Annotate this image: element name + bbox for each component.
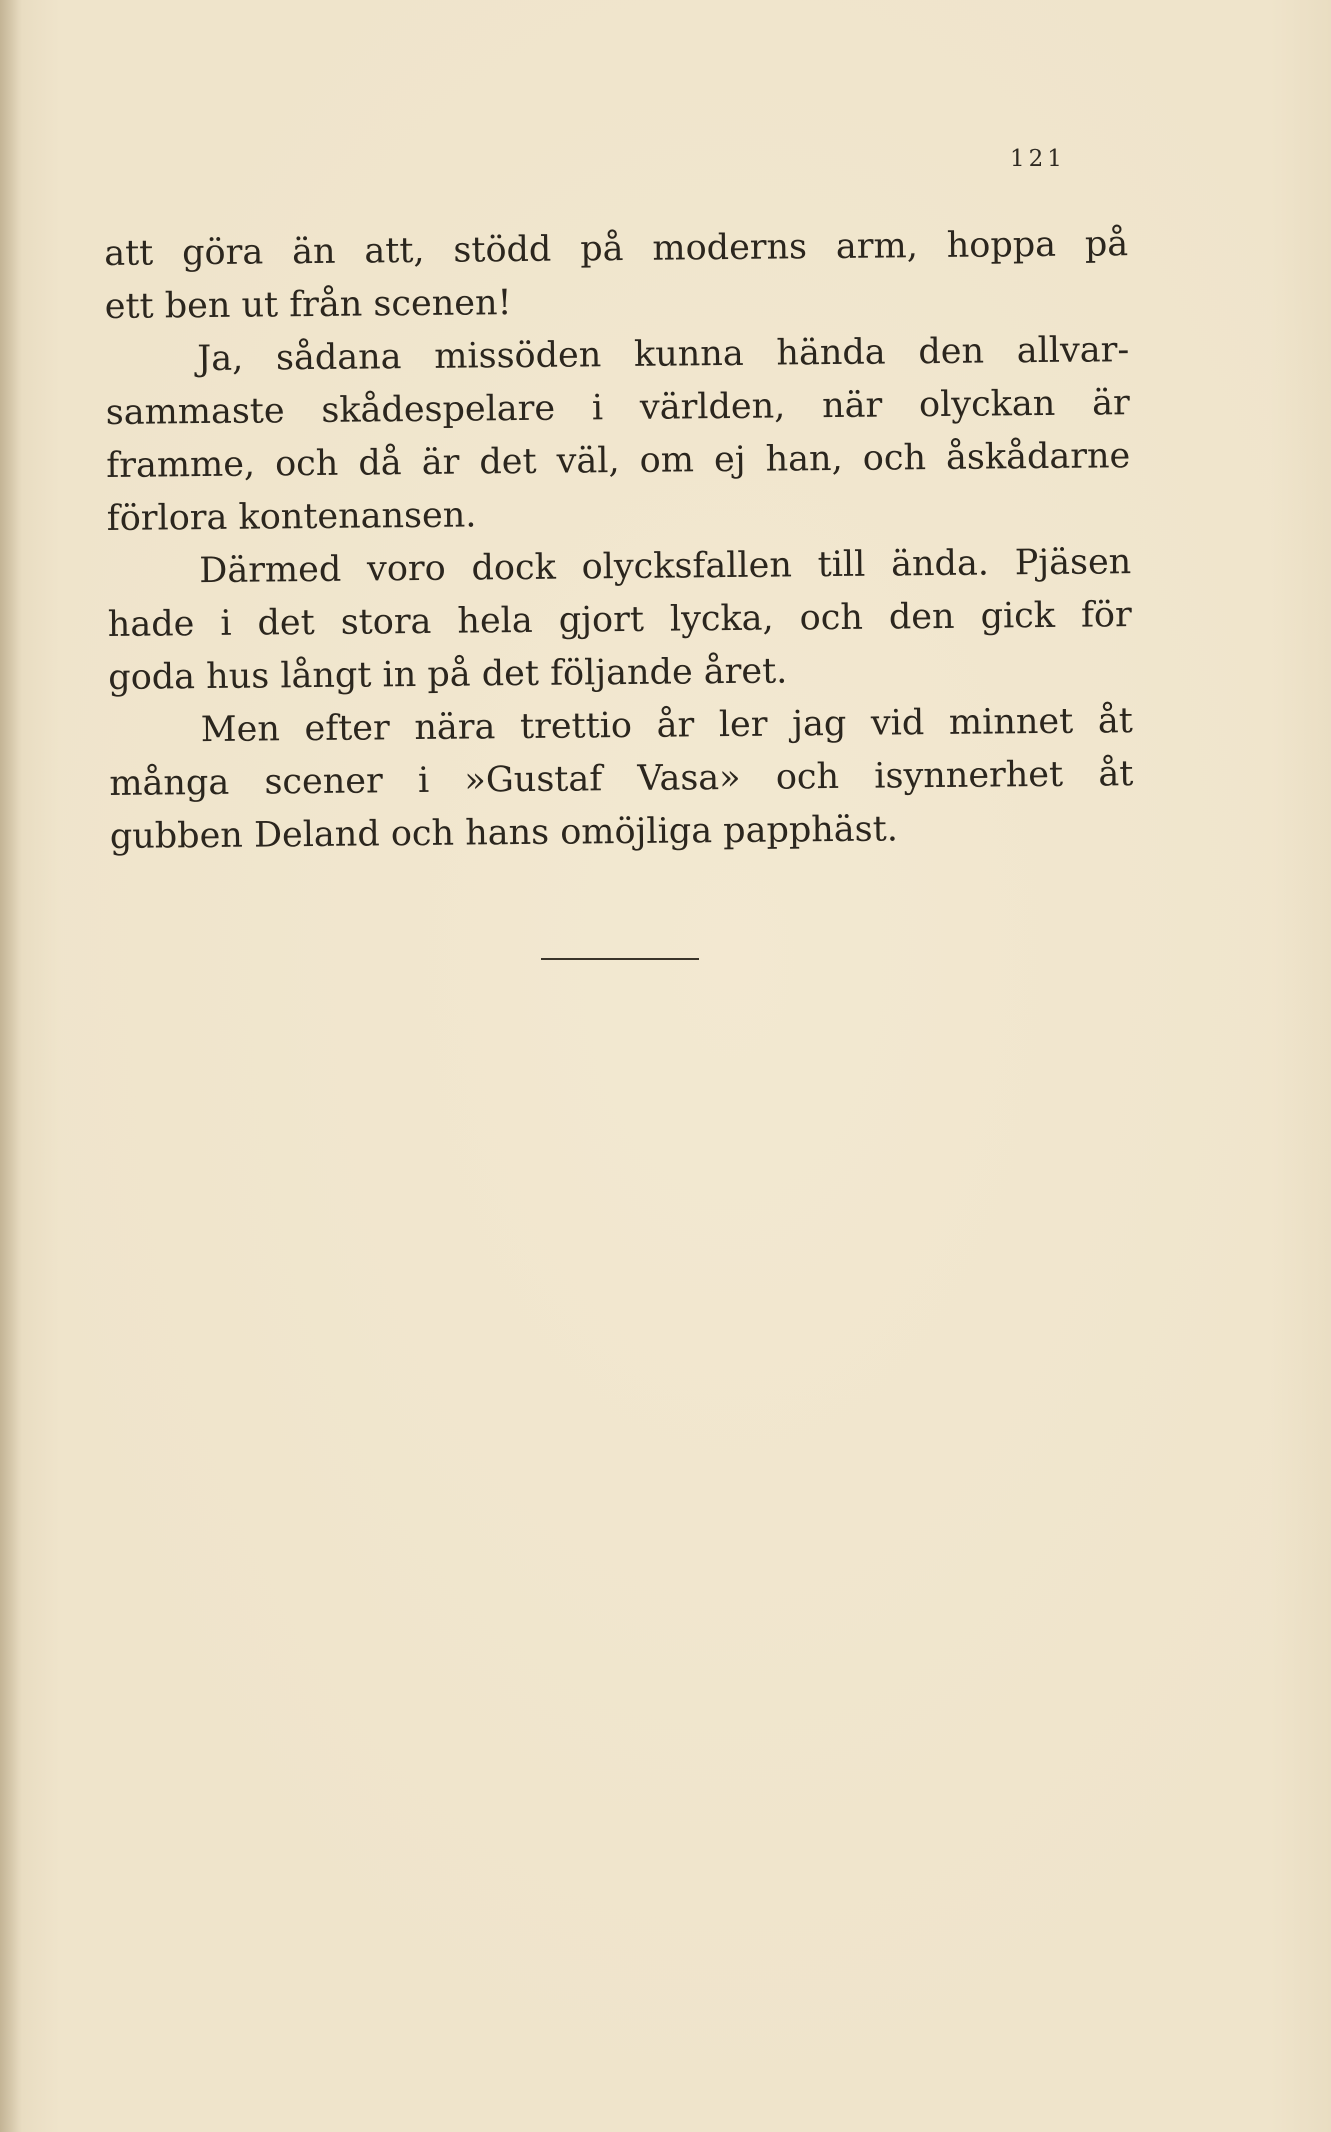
text-line: goda hus långt in på det följande året. xyxy=(108,651,788,698)
text-line: sammaste skådespelare i världen, när olyckan är xyxy=(105,383,1130,433)
text-line: Därmed voro dock olycksfallen till ända. Pjäsen xyxy=(199,542,1132,592)
text-line: Ja, sådana missöden kunna hända den allvar- xyxy=(197,330,1130,380)
gutter-shadow xyxy=(0,0,22,2132)
text-line: förlora kontenansen. xyxy=(106,495,477,539)
text-line: ett ben ut från scenen! xyxy=(104,283,512,327)
body-text xyxy=(104,218,1134,864)
page-number: 121 xyxy=(1010,146,1066,172)
text-line: många scener i »Gustaf Vasa» och isynnerhet åt xyxy=(109,754,1134,804)
text-line: hade i det stora hela gjort lycka, och den gick för xyxy=(107,595,1132,645)
text-line: gubben Deland och hans omöjliga papphäst. xyxy=(109,809,899,857)
section-end-rule xyxy=(541,958,699,960)
text-line: Men efter nära trettio år ler jag vid minnet åt xyxy=(200,701,1133,751)
text-line: framme, och då är det väl, om ej han, och åskådarne xyxy=(106,436,1131,486)
text-line: att göra än att, stödd på moderns arm, hoppa på xyxy=(104,224,1129,274)
